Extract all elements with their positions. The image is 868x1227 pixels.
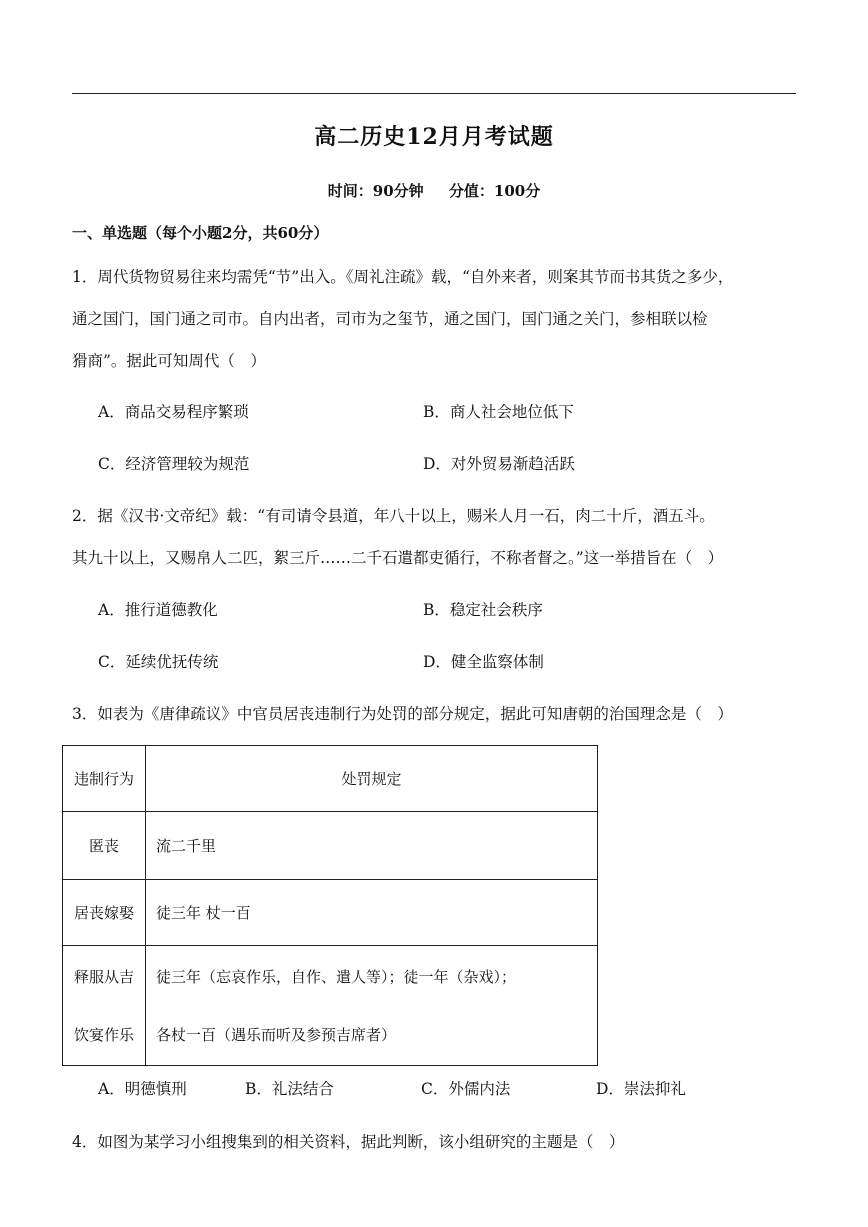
penalty-table: [62, 745, 598, 1066]
q2-option-a[interactable]: A．推行道德教化: [98, 601, 218, 619]
q3-option-b[interactable]: B．礼法结合: [245, 1080, 334, 1098]
q1-option-b[interactable]: B．商人社会地位低下: [423, 403, 574, 421]
q1-line-1: 1．周代货物贸易往来均需凭“节”出入。《周礼注疏》载，“自外来者，则案其节而书其货之多少，: [72, 268, 734, 286]
table-cell-penalty: 徒三年 杖一百: [146, 880, 598, 946]
q1-option-c[interactable]: C．经济管理较为规范: [98, 455, 250, 473]
table-cell-act: 匿丧: [63, 812, 146, 880]
q1-option-d[interactable]: D．对外贸易渐趋活跃: [423, 455, 575, 473]
table-header-act: 违制行为: [63, 746, 146, 812]
table-row: [63, 946, 598, 1066]
q3-option-d[interactable]: D．崇法抑礼: [596, 1080, 686, 1098]
table-cell-act: 居丧嫁娶: [63, 880, 146, 946]
table-row: [63, 812, 598, 880]
exam-meta: [0, 180, 868, 201]
table-header-penalty: 处罚规定: [146, 746, 598, 812]
q2-option-c[interactable]: C．延续优抚传统: [98, 653, 219, 671]
exam-score: 分值：100分: [448, 182, 541, 200]
table-cell-penalty-line-2: 各杖一百（遇乐而听及参预吉席者）: [156, 1025, 397, 1044]
header-rule: [72, 93, 796, 94]
section-heading: 一、单选题（每个小题2分，共60分）: [72, 224, 329, 242]
table-cell-act-line-1: 释服从吉: [73, 967, 134, 986]
q1-option-a[interactable]: A．商品交易程序繁琐: [98, 403, 249, 421]
table-cell-penalty: 流二千里: [146, 812, 598, 880]
q1-line-3: 猾商”。据此可知周代（ ）: [72, 352, 266, 370]
q3-option-a[interactable]: A．明德慎刑: [98, 1080, 187, 1098]
table-cell-penalty: [146, 946, 598, 1066]
q2-line-2: 其九十以上，又赐帛人二匹，絮三斤……二千石遣都吏循行，不称者督之。”这一举措旨在（ ）: [72, 549, 724, 567]
table-cell-act: [63, 946, 146, 1066]
q2-option-b[interactable]: B．稳定社会秩序: [423, 601, 543, 619]
q3-option-c[interactable]: C．外儒内法: [421, 1080, 511, 1098]
q3-line: 3．如表为《唐律疏议》中官员居丧违制行为处罚的部分规定，据此可知唐朝的治国理念是（ ）: [72, 705, 733, 723]
exam-time: 时间：90分钟: [327, 182, 424, 200]
page-title: 高二历史12月月考试题: [314, 124, 554, 150]
q4-line: 4．如图为某学习小组搜集到的相关资料，据此判断，该小组研究的主题是（ ）: [72, 1133, 625, 1151]
q1-line-2: 通之国门，国门通之司市。自内出者，司市为之玺节，通之国门，国门通之关门，参相联以检: [72, 310, 708, 328]
q2-line-1: 2．据《汉书·文帝纪》载：“有司请令县道，年八十以上，赐米人月一石，肉二十斤，酒五斗。: [72, 507, 715, 525]
table-row: [63, 880, 598, 946]
q2-option-d[interactable]: D．健全监察体制: [423, 653, 544, 671]
table-cell-act-line-2: 饮宴作乐: [73, 1025, 134, 1044]
table-cell-penalty-line-1: 徒三年（忘哀作乐，自作、遣人等）；徒一年（杂戏）；: [156, 967, 517, 986]
table-header-row: [63, 746, 598, 812]
